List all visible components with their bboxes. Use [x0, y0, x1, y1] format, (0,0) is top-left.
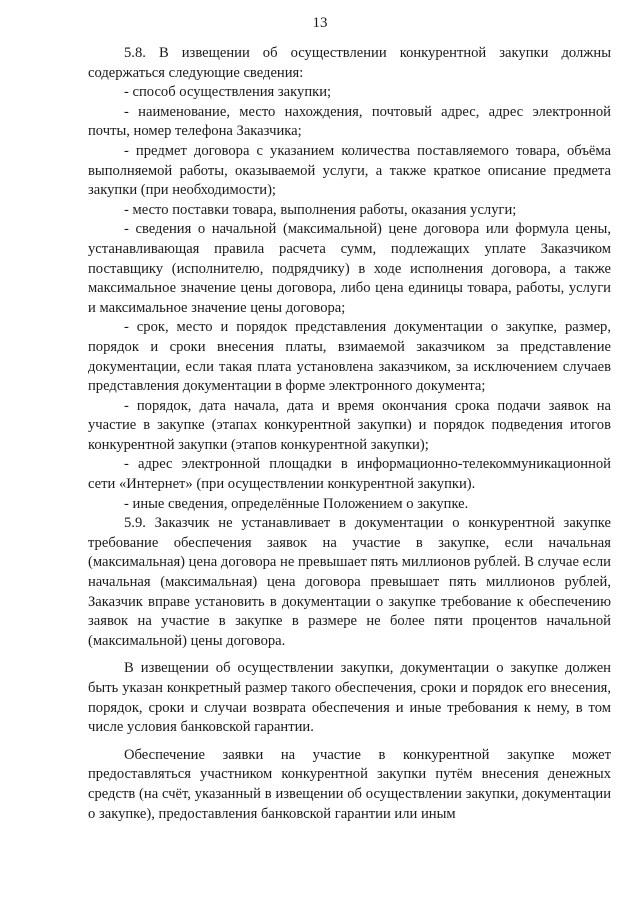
list-item-other-info: - иные сведения, определённые Положением о закупке. [124, 495, 469, 512]
paragraph-security-provision: Обеспечение заявки на участие в конкурентной закупке может предоставляться участником конкурентной закупки путём внесения денежных средств (на счёт, указанный в извещении об осуществлении закупки, документации о закупке), предоставления банковской гарантии или иным [88, 746, 611, 822]
document-body [88, 44, 611, 824]
list-item-documentation-terms: - срок, место и порядок представления документации о закупке, размер, порядок и сроки внесения платы, взимаемой заказчиком за представление документации, если такая плата установлена заказчиком, за исключением случаев представления документации в форме электронного документа; [88, 319, 611, 395]
list-item-initial-price: - сведения о начальной (максимальной) цене договора или формула цены, устанавливающая правила расчета сумм, подлежащих уплате Заказчиком поставщику (исполнителю, подрядчику) в ходе исполнения договора, а также максимальное значение цены договора, либо цена единицы товара, работы, услуги и максимальное значение цены договора; [88, 221, 611, 316]
paragraph-security-amount: В извещении об осуществлении закупки, документации о закупке должен быть указан конкретный размер такого обеспечения, сроки и порядок его внесения, порядок, сроки и случаи возврата обеспечения и иные требования к нему, в том числе условия банковской гарантии. [88, 660, 611, 736]
page-number: 13 [312, 15, 328, 31]
list-item-customer-details: - наименование, место нахождения, почтовый адрес, адрес электронной почты, номер телефона Заказчика; [88, 103, 611, 140]
paragraph-5-8-intro: 5.8. В извещении об осуществлении конкурентной закупки должны содержаться следующие сведения: [88, 45, 611, 81]
paragraph-5-9: 5.9. Заказчик не устанавливает в документации о конкурентной закупке требование обеспечения заявок на участие в закупке, если начальная (максимальная) цена договора не превышает пять миллионов рублей. В случае если начальная (максимальная) цена договора превышает пять миллионов рублей, Заказчик вправе установить в документации о закупке требование к обеспечению заявок на участие в закупке в размере не более пяти процентов начальной (максимальной) цены договора. [88, 515, 611, 649]
list-item-application-deadlines: - порядок, дата начала, дата и время окончания срока подачи заявок на участие в закупке (этапах конкурентной закупки) и порядок подведения итогов конкурентной закупки (этапов конкурентной закупки); [88, 397, 611, 453]
list-item-procurement-method: - способ осуществления закупки; [124, 84, 332, 101]
list-item-contract-subject: - предмет договора с указанием количества поставляемого товара, объёма выполняемой работы, оказываемой услуги, а также краткое описание предмета закупки (при необходимости); [88, 142, 611, 199]
list-item-delivery-place: - место поставки товара, выполнения работы, оказания услуги; [124, 201, 517, 218]
list-item-electronic-platform: - адрес электронной площадки в информационно-телекоммуникационной сети «Интернет» (при осуществлении конкурентной закупки). [88, 456, 611, 493]
